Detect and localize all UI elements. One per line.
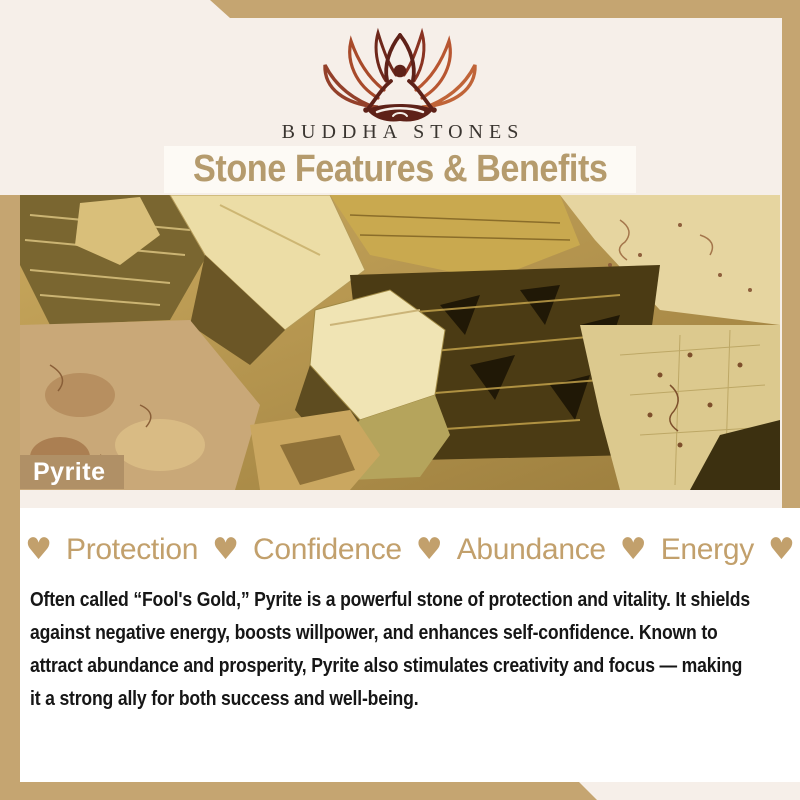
heart-icon: ♥ xyxy=(25,532,53,567)
description-line: against negative energy, boosts willpower, and enhances self-confidence. Known to xyxy=(30,622,718,644)
heart-icon: ♥ xyxy=(415,532,443,567)
brand-name: BUDDHA STONES xyxy=(281,121,525,143)
stone-name-badge xyxy=(20,455,124,489)
frame-bottom-band xyxy=(0,780,597,800)
heart-icon: ♥ xyxy=(212,532,239,567)
pyrite-photo xyxy=(20,195,780,490)
stone-name: Pyrite xyxy=(33,457,106,486)
description-line: it a strong ally for both success and well-being. xyxy=(30,688,419,710)
description-line: Often called “Fool's Gold,” Pyrite is a powerful stone of protection and vitality. It shields xyxy=(30,589,750,611)
benefit-label: Energy xyxy=(660,533,754,566)
description-line: attract abundance and prosperity, Pyrite also stimulates creativity and focus — making xyxy=(30,655,743,677)
section-title: Stone Features & Benefits xyxy=(192,148,608,190)
frame-left-band xyxy=(0,195,20,800)
frame-top-band xyxy=(210,0,800,18)
lotus-meditation-icon xyxy=(315,24,485,120)
benefits-row xyxy=(20,528,800,572)
heart-icon: ♥ xyxy=(619,532,647,567)
stone-description xyxy=(30,584,787,716)
section-title-banner xyxy=(164,146,636,193)
benefit-label: Protection xyxy=(66,533,199,566)
heart-icon: ♥ xyxy=(767,532,795,567)
benefit-label: Abundance xyxy=(456,533,606,566)
benefit-label: Confidence xyxy=(253,533,402,566)
